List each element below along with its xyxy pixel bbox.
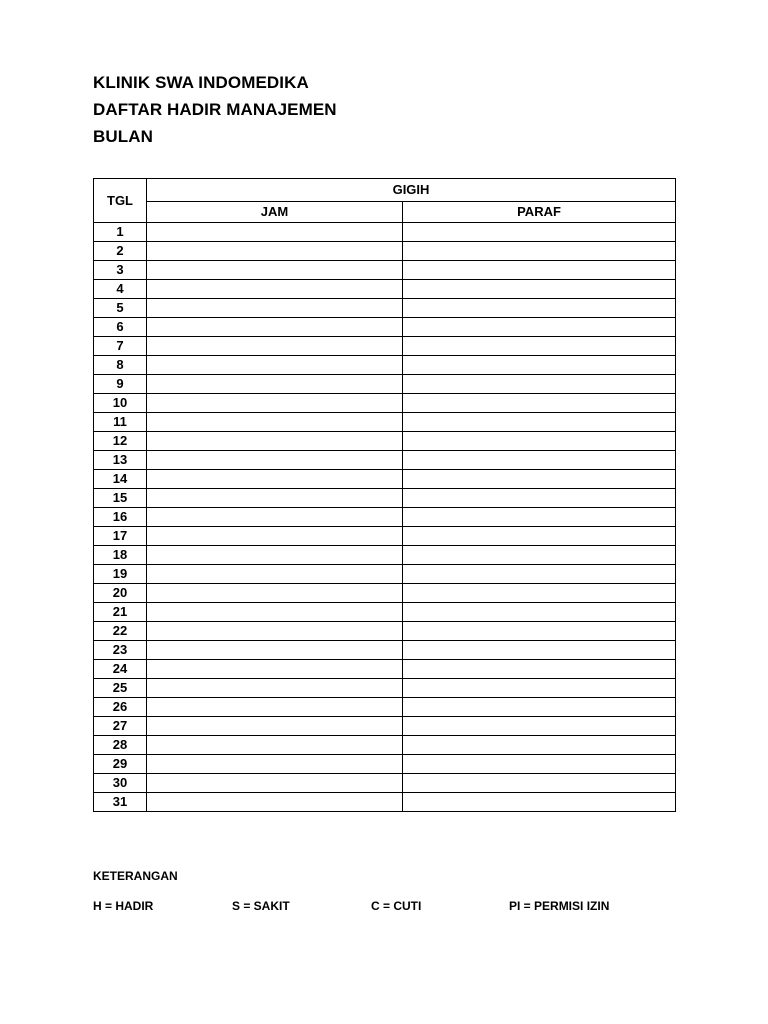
paraf-cell[interactable] (403, 527, 676, 546)
paraf-cell[interactable] (403, 660, 676, 679)
jam-cell[interactable] (147, 698, 403, 717)
day-number: 17 (94, 527, 147, 546)
attendance-table (93, 178, 676, 812)
tgl-header: TGL (94, 179, 147, 223)
table-row (94, 641, 676, 660)
paraf-cell[interactable] (403, 489, 676, 508)
table-row (94, 489, 676, 508)
jam-cell[interactable] (147, 413, 403, 432)
paraf-cell[interactable] (403, 242, 676, 261)
table-row (94, 774, 676, 793)
paraf-cell[interactable] (403, 546, 676, 565)
jam-cell[interactable] (147, 432, 403, 451)
jam-cell[interactable] (147, 223, 403, 242)
day-number: 22 (94, 622, 147, 641)
jam-cell[interactable] (147, 318, 403, 337)
jam-cell[interactable] (147, 337, 403, 356)
day-number: 27 (94, 717, 147, 736)
day-number: 19 (94, 565, 147, 584)
table-row (94, 242, 676, 261)
legend-permisi-izin: PI = PERMISI IZIN (509, 899, 610, 913)
day-number: 30 (94, 774, 147, 793)
day-number: 14 (94, 470, 147, 489)
table-row (94, 337, 676, 356)
jam-cell[interactable] (147, 603, 403, 622)
paraf-cell[interactable] (403, 337, 676, 356)
jam-cell[interactable] (147, 242, 403, 261)
person-name-header: GIGIH (147, 179, 676, 202)
table-row (94, 622, 676, 641)
day-number: 16 (94, 508, 147, 527)
table-row (94, 223, 676, 242)
jam-cell[interactable] (147, 280, 403, 299)
table-row (94, 280, 676, 299)
document-title: DAFTAR HADIR MANAJEMEN (93, 100, 337, 119)
paraf-cell[interactable] (403, 584, 676, 603)
day-number: 6 (94, 318, 147, 337)
day-number: 24 (94, 660, 147, 679)
jam-cell[interactable] (147, 508, 403, 527)
table-row (94, 546, 676, 565)
jam-cell[interactable] (147, 660, 403, 679)
jam-cell[interactable] (147, 774, 403, 793)
jam-cell[interactable] (147, 717, 403, 736)
table-row (94, 470, 676, 489)
paraf-cell[interactable] (403, 717, 676, 736)
legend-sakit: S = SAKIT (232, 899, 290, 913)
table-row (94, 508, 676, 527)
jam-cell[interactable] (147, 527, 403, 546)
jam-cell[interactable] (147, 546, 403, 565)
day-number: 1 (94, 223, 147, 242)
jam-cell[interactable] (147, 641, 403, 660)
table-row (94, 679, 676, 698)
table-row (94, 584, 676, 603)
table-row (94, 299, 676, 318)
day-number: 25 (94, 679, 147, 698)
paraf-cell[interactable] (403, 755, 676, 774)
table-row (94, 755, 676, 774)
jam-cell[interactable] (147, 565, 403, 584)
paraf-cell[interactable] (403, 280, 676, 299)
day-number: 7 (94, 337, 147, 356)
jam-cell[interactable] (147, 489, 403, 508)
jam-header: JAM (147, 202, 403, 223)
paraf-cell[interactable] (403, 261, 676, 280)
table-row (94, 736, 676, 755)
paraf-cell[interactable] (403, 565, 676, 584)
day-number: 21 (94, 603, 147, 622)
paraf-cell[interactable] (403, 451, 676, 470)
clinic-name: KLINIK SWA INDOMEDIKA (93, 73, 309, 92)
table-row (94, 375, 676, 394)
table-row (94, 565, 676, 584)
paraf-cell[interactable] (403, 394, 676, 413)
day-number: 15 (94, 489, 147, 508)
day-number: 12 (94, 432, 147, 451)
keterangan-title: KETERANGAN (93, 869, 178, 883)
day-number: 18 (94, 546, 147, 565)
table-row (94, 698, 676, 717)
table-row (94, 356, 676, 375)
jam-cell[interactable] (147, 755, 403, 774)
legend-cuti: C = CUTI (371, 899, 422, 913)
paraf-cell[interactable] (403, 679, 676, 698)
jam-cell[interactable] (147, 622, 403, 641)
table-row (94, 432, 676, 451)
table-row (94, 261, 676, 280)
day-number: 9 (94, 375, 147, 394)
table-row (94, 660, 676, 679)
jam-cell[interactable] (147, 679, 403, 698)
jam-cell[interactable] (147, 356, 403, 375)
paraf-cell[interactable] (403, 622, 676, 641)
document-header (93, 69, 337, 150)
table-row (94, 451, 676, 470)
table-row (94, 603, 676, 622)
paraf-cell[interactable] (403, 356, 676, 375)
paraf-cell[interactable] (403, 223, 676, 242)
day-number: 13 (94, 451, 147, 470)
paraf-cell[interactable] (403, 774, 676, 793)
jam-cell[interactable] (147, 736, 403, 755)
day-number: 11 (94, 413, 147, 432)
jam-cell[interactable] (147, 394, 403, 413)
day-number: 8 (94, 356, 147, 375)
jam-cell[interactable] (147, 470, 403, 489)
day-number: 3 (94, 261, 147, 280)
paraf-cell[interactable] (403, 736, 676, 755)
table-row (94, 394, 676, 413)
paraf-cell[interactable] (403, 432, 676, 451)
day-number: 26 (94, 698, 147, 717)
paraf-cell[interactable] (403, 470, 676, 489)
day-number: 5 (94, 299, 147, 318)
paraf-header: PARAF (403, 202, 676, 223)
paraf-cell[interactable] (403, 318, 676, 337)
paraf-cell[interactable] (403, 508, 676, 527)
paraf-cell[interactable] (403, 698, 676, 717)
paraf-cell[interactable] (403, 299, 676, 318)
day-number: 29 (94, 755, 147, 774)
day-number: 28 (94, 736, 147, 755)
table-row (94, 413, 676, 432)
day-number: 31 (94, 793, 147, 812)
paraf-cell[interactable] (403, 793, 676, 812)
table-row (94, 527, 676, 546)
jam-cell[interactable] (147, 451, 403, 470)
table-row (94, 318, 676, 337)
table-row (94, 793, 676, 812)
paraf-cell[interactable] (403, 413, 676, 432)
jam-cell[interactable] (147, 793, 403, 812)
paraf-cell[interactable] (403, 375, 676, 394)
paraf-cell[interactable] (403, 603, 676, 622)
paraf-cell[interactable] (403, 641, 676, 660)
day-number: 10 (94, 394, 147, 413)
jam-cell[interactable] (147, 584, 403, 603)
day-number: 23 (94, 641, 147, 660)
day-number: 2 (94, 242, 147, 261)
legend-hadir: H = HADIR (93, 899, 154, 913)
day-number: 20 (94, 584, 147, 603)
day-number: 4 (94, 280, 147, 299)
jam-cell[interactable] (147, 375, 403, 394)
table-row (94, 717, 676, 736)
jam-cell[interactable] (147, 261, 403, 280)
jam-cell[interactable] (147, 299, 403, 318)
month-label: BULAN (93, 127, 153, 146)
